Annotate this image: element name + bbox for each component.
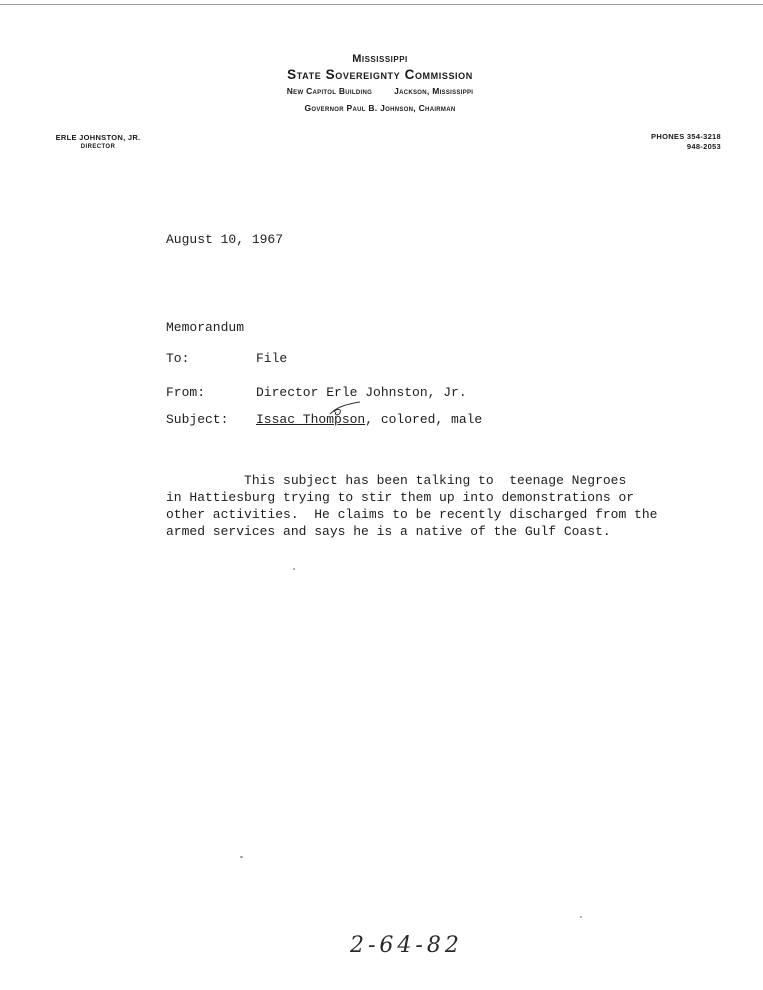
from-value: Director Erle Johnston, Jr.	[256, 385, 467, 400]
paper-speck	[240, 856, 243, 858]
letterhead-building: New Capitol Building	[286, 86, 373, 96]
letterhead-city: Jackson, Mississippi	[394, 86, 474, 96]
memo-body: This subject has been talking to teenage Negroes in Hattiesburg trying to stir them up into demonstrations or other activities. He claims to be recently discharged from the armed services and says he is a native of the Gulf Coast.	[166, 473, 658, 539]
letterhead-governor: Governor Paul B. Johnson, Chairman	[304, 103, 456, 113]
director-name: ERLE JOHNSTON, JR.	[55, 133, 141, 142]
letterhead	[200, 52, 560, 115]
phones-block	[651, 132, 721, 152]
phones-line-2: 948-2053	[686, 142, 721, 151]
letterhead-address	[200, 85, 560, 98]
director-title: DIRECTOR	[80, 144, 116, 150]
from-label: From:	[166, 385, 206, 400]
handwritten-file-number: 2-64-82	[350, 933, 463, 958]
handwritten-correction-mark	[290, 400, 390, 430]
letterhead-commission: State Sovereignty Commission	[287, 67, 473, 82]
to-label: To:	[166, 351, 190, 366]
to-value: File	[256, 351, 288, 366]
paper-speck	[580, 916, 582, 918]
letterhead-state: Mississippi	[352, 53, 408, 65]
subject-name: Issac Thompson	[256, 412, 366, 427]
subject-label: Subject:	[166, 412, 229, 427]
phones-line-1: PHONES 354-3218	[651, 132, 721, 141]
director-block	[44, 133, 152, 151]
memo-heading: Memorandum	[166, 320, 245, 335]
top-border-line	[0, 4, 763, 5]
subject-description: , colored, male	[365, 412, 483, 427]
memo-date: August 10, 1967	[166, 232, 284, 247]
paper-speck	[293, 568, 295, 570]
